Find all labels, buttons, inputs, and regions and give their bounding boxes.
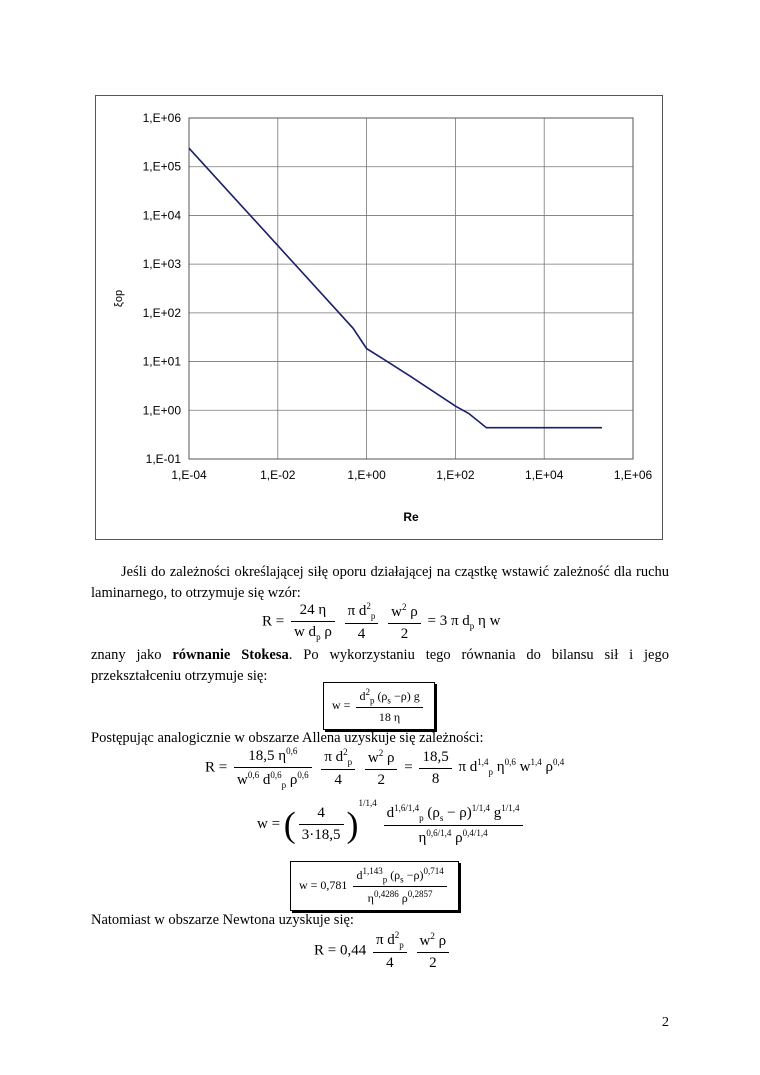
eq1-f3-num: $w^2$ ρ — [388, 602, 421, 624]
eq4-paren-open: ( — [283, 804, 296, 845]
eq6-f1-num: π $d^2_p$ — [373, 930, 407, 953]
eq4-paren-exp: 1/1,4 — [358, 798, 377, 808]
eq1-fraction-2 — [345, 601, 379, 643]
x-tick-label: 1,E-02 — [260, 468, 296, 482]
eq5-fraction — [353, 866, 446, 906]
series-line — [189, 148, 602, 428]
paragraph-stokes-text-2: . Po wykorzystaniu tego równania do bilansu sił i jego przekształceniu otrzymuje się: — [91, 647, 669, 684]
paragraph-stokes — [91, 645, 669, 687]
y-tick-label: 1,E+06 — [142, 111, 181, 125]
eq1-f3-den: 2 — [400, 625, 409, 642]
x-tick-label: 1,E+02 — [436, 468, 475, 482]
eq6-fraction-1 — [373, 930, 407, 972]
eq4-fraction — [384, 803, 523, 847]
eq4-lhs: w = — [257, 816, 281, 832]
eq3-fraction-2 — [321, 747, 355, 789]
paragraph-intro: Jeśli do zależności określającej siłę oporu działającej na cząstkę wstawić zależność dla ruchu laminarnego, to otrzymuje się wzór: — [91, 564, 669, 601]
x-tick-label: 1,E-04 — [171, 468, 207, 482]
eq6-lhs: R = 0,44 — [314, 942, 367, 959]
eq6-fraction-2 — [417, 931, 450, 972]
eq3-f4-num: 18,5 — [419, 749, 451, 769]
paragraph-newton: Natomiast w obszarze Newtona uzyskuje się: — [91, 912, 354, 928]
eq5-num: $d^{1,143}_p$ $(\rho_s -\rho)^{0,714}$ — [353, 866, 446, 887]
equation-allen-velocity — [257, 798, 526, 847]
eq3-f4-den: 8 — [431, 770, 440, 787]
eq3-f2-num: π $d^2_p$ — [321, 747, 355, 770]
eq4-paren-num: 4 — [299, 805, 344, 825]
y-axis-title: ξop — [113, 289, 125, 308]
eq6-f2-den: 2 — [429, 954, 437, 971]
eq4-den: $\eta^{0,6/1,4}$ $\rho^{0,4/1,4}$ — [418, 827, 488, 846]
y-tick-label: 1,E+01 — [142, 354, 181, 369]
equation-allen-force — [205, 746, 564, 790]
eq3-f1-num: 18,5 $\eta^{0,6}$ — [234, 746, 312, 768]
page-number: 2 — [662, 1015, 669, 1030]
eq3-lhs: R = — [205, 759, 228, 776]
chart — [96, 96, 664, 541]
equation-newton-force — [314, 930, 452, 972]
eq6-f2-num: $w^2$ ρ — [417, 931, 450, 953]
eq1-lhs: R = — [262, 613, 285, 630]
eq1-fraction-3 — [388, 602, 421, 643]
y-tick-label: 1,E+02 — [142, 305, 181, 320]
chart-grid — [189, 118, 633, 459]
eq1-f2-num: π $d^2_p$ — [345, 601, 379, 624]
eq5-den: $\eta^{0,4286}$ $\rho^{0,2857}$ — [367, 889, 433, 906]
eq3-rhs: π $d^{1,4}_p$ $\eta^{0,6}$ $w^{1,4}$ $\rho^{0,4}$ — [458, 757, 565, 778]
eq1-rhs: = 3 π $d_p$ η w — [427, 613, 501, 632]
chart-frame — [95, 95, 663, 540]
y-axis-title-group — [113, 290, 125, 307]
plot-area — [189, 118, 633, 459]
eq3-f3-den: 2 — [377, 771, 385, 788]
eq5-lhs: w = 0,781 — [299, 877, 348, 892]
y-tick-label: 1,E-01 — [145, 452, 181, 466]
eq3-f1-den: $w^{0,6}$ $d^{0,6}_p$ $\rho^{0,6}$ — [236, 770, 309, 790]
x-tick-label: 1,E+04 — [525, 468, 564, 482]
eq1-f1-den: w $d_p$ ρ — [293, 624, 332, 642]
equation-velocity-stokes — [323, 682, 435, 730]
eq3-fraction-4 — [419, 749, 451, 788]
eq4-num: $d^{1,6/1,4}_p$ $(\rho_s - \rho)^{1/1,4}$ $g^{1/1,4}$ — [384, 803, 523, 826]
eq2-fraction — [356, 687, 422, 725]
eq3-f2-den: 4 — [334, 772, 342, 788]
eq1-fraction-1 — [291, 602, 335, 642]
stokes-term: równanie Stokesa — [172, 647, 289, 663]
y-tick-label: 1,E+04 — [142, 208, 181, 223]
equation-stokes-force — [262, 601, 500, 643]
eq3-equals: = — [404, 759, 413, 776]
eq2-num: $d^2_p$ $(\rho_s -\rho)$ g — [356, 687, 422, 708]
eq3-fraction-3 — [365, 748, 398, 789]
eq4-paren-fraction — [299, 805, 344, 844]
eq1-f2-den: 4 — [357, 626, 366, 642]
paragraph-allen: Postępując analogicznie w obszarze Allena uzyskuje się zależności: — [91, 730, 484, 746]
y-tick-label: 1,E+05 — [142, 159, 181, 174]
eq2-den: 18 η — [378, 710, 401, 725]
eq3-fraction-1 — [234, 746, 312, 790]
eq1-f1-num: 24 η — [291, 602, 335, 622]
x-axis-title: Re — [403, 510, 419, 524]
eq4-paren-close: ) — [346, 804, 359, 845]
x-tick-label: 1,E+00 — [347, 468, 386, 482]
x-tick-label: 1,E+06 — [613, 468, 653, 482]
y-tick-label: 1,E+03 — [142, 257, 181, 272]
equation-allen-velocity-boxed — [290, 861, 459, 911]
paragraph-stokes-text-1: znany jako — [91, 647, 173, 663]
eq2-lhs: w = — [332, 697, 351, 712]
y-tick-label: 1,E+00 — [142, 403, 181, 418]
eq6-f1-den: 4 — [386, 955, 394, 971]
eq4-paren-den: 3·18,5 — [301, 827, 341, 844]
eq3-f3-num: $w^2$ ρ — [365, 748, 398, 770]
